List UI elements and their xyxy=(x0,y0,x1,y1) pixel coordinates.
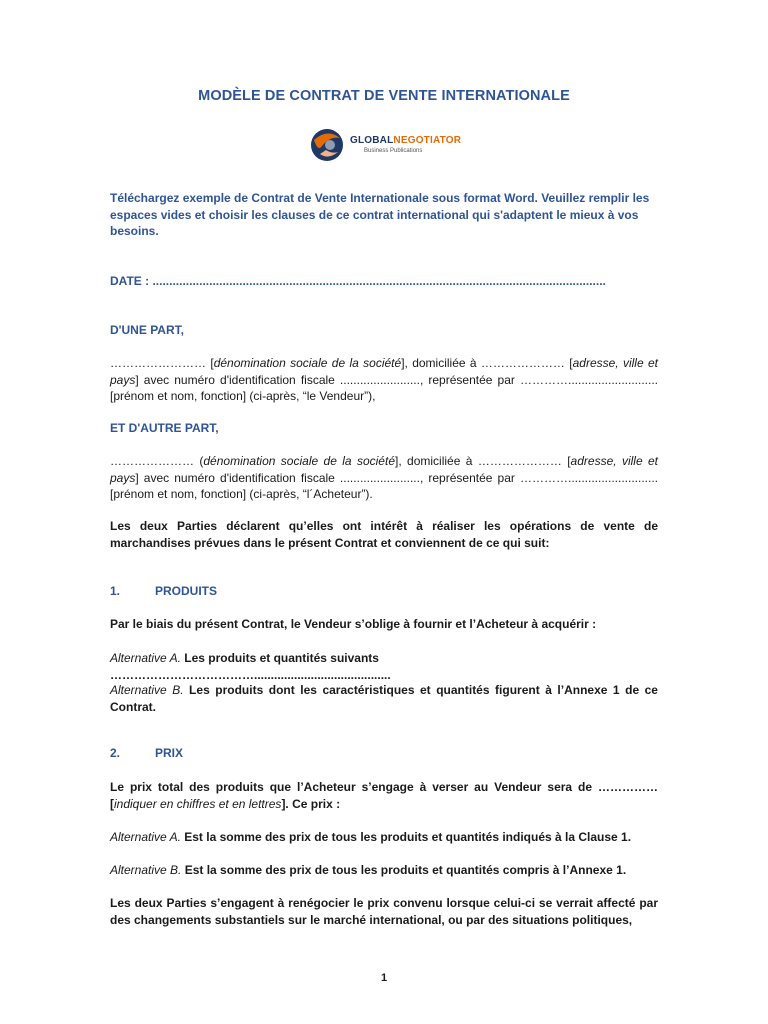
section1-title: PRODUITS xyxy=(155,584,218,598)
section2-alternative-a: Alternative A. Est la somme des prix de tous les produits et quantités indiqués à la Clause 1. xyxy=(110,830,632,844)
party1-heading: D'UNE PART, xyxy=(110,323,184,337)
section1-alternative-b: Alternative B. Les produits dont les caractéristiques et quantités figurent à l’Annexe 1 de ce Contrat. xyxy=(110,683,658,714)
section2-renegotiation-paragraph: Les deux Parties s’engagent à renégocier le prix convenu lorsque celui-ci se verrait affecté par des changements substantiels sur le marché international, ou par des situations politiques, xyxy=(110,896,658,927)
globalnegotiator-logo xyxy=(306,124,466,166)
section2-intro: Le prix total des produits que l’Acheteur s’engage à verser au Vendeur sera de …………… [indiquer en chiffres et en lettres]. Ce prix : xyxy=(110,780,658,811)
party2-paragraph: ………………… (dénomination sociale de la société], domiciliée à ………………… [adresse, ville et pays] avec numéro d'identification fiscale ........................, représentée par …………........................... [prénom et nom, fonction] (ci-après, “l´Acheteur”). xyxy=(110,454,659,501)
preamble-paragraph: Les deux Parties déclarent qu’elles ont intérêt à réaliser les opérations de vente de marchandises prévues dans le présent Contrat et conviennent de ce qui suit: xyxy=(110,519,658,550)
section2-number: 2. xyxy=(110,746,121,760)
section1-intro: Par le biais du présent Contrat, le Vendeur s’oblige à fournir et l’Acheteur à acquérir : xyxy=(110,617,597,631)
party1-paragraph: …………………… [dénomination sociale de la société], domiciliée à ………………… [adresse, ville et pays] avec numéro d'identification fiscale ........................, représentée par …………........................... [prénom et nom, fonction] (ci-après, “le Vendeur”), xyxy=(110,356,659,403)
logo-text: GLOBALNEGOTIATOR xyxy=(350,135,462,146)
globe-icon xyxy=(306,124,348,166)
page-title: MODÈLE DE CONTRAT DE VENTE INTERNATIONALE xyxy=(198,88,570,104)
section1-number: 1. xyxy=(110,584,121,598)
date-line: DATE : ........................................................................................................................................ xyxy=(110,274,606,288)
section1-alternative-a: Alternative A. Les produits et quantités suivants ………………………………......................................... xyxy=(110,651,391,682)
section2-title: PRIX xyxy=(155,746,184,760)
logo-subtitle: Business Publications xyxy=(364,148,423,154)
intro-paragraph: Téléchargez exemple de Contrat de Vente Internationale sous format Word. Veuillez remplir les espaces vides et choisir les clauses de ce contrat international qui s'adaptent le mieux à vos besoins. xyxy=(110,191,650,238)
party2-heading: ET D'AUTRE PART, xyxy=(110,421,219,435)
page-number: 1 xyxy=(380,972,388,984)
section2-alternative-b: Alternative B. Est la somme des prix de tous les produits et quantités compris à l’Annexe 1. xyxy=(110,863,627,877)
